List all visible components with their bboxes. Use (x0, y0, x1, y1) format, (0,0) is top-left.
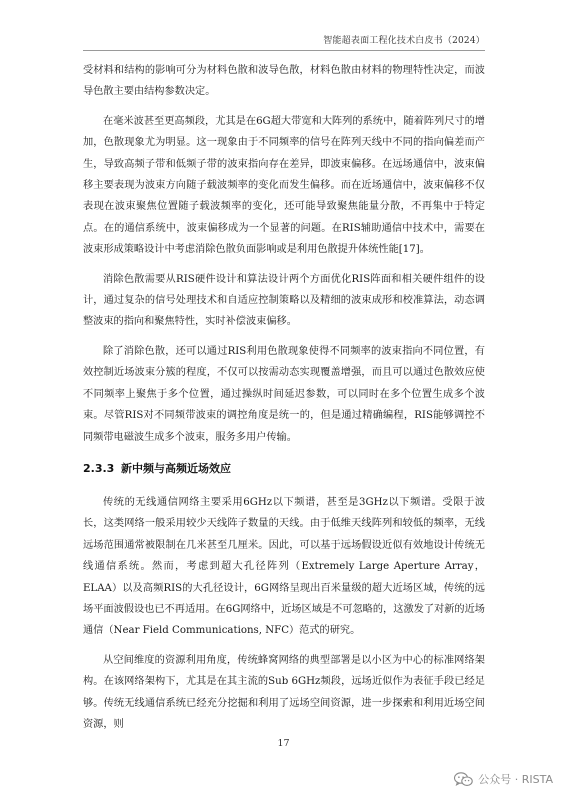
section-heading (83, 461, 485, 477)
watermark (454, 771, 553, 787)
watermark-text: 公众号 · RISTA (478, 773, 553, 786)
paragraph: 除了消除色散，还可以通过RIS利用色散现象使得不同频率的波束指向不同位置，有效控制近场波束分簇的程度，不仅可以按需动态实现覆盖增强，而且可以通过色散效应使不同频率上聚焦于多个位置，通过操纵时间延迟参数，可以同时在多个位置生成多个波束。尽管RIS对不同频带波束的调控角度是统一的，但是通过精确编程，RIS能够调控不同频带电磁波生成多个波束，服务多用户传输。 (83, 345, 485, 443)
paragraph: 在毫米波甚至更高频段，尤其是在6G超大带宽和大阵列的系统中，随着阵列尺寸的增加，色散现象尤为明显。这一现象由于不同频率的信号在阵列天线中不同的指向偏差而产生，导致高频子带和低频子带的波束指向存在差异，即波束偏移。在远场通信中，波束偏移主要表现为波束方向随子载波频率的变化而发生偏移。而在近场通信中，波束偏移不仅表现在波束聚焦位置随子载波频率的变化，还可能导致聚焦能量分散，不再集中于特定点。在的通信系统中，波束偏移成为一个显著的问题。在RIS辅助通信中技术中，需要在波束形成策略设计中考虑消除色散负面影响或是利用色散提升体统性能[17]。 (83, 115, 485, 256)
page-number: 17 (277, 738, 290, 749)
header-title: 智能超表面工程化技术白皮书（2024） (323, 36, 485, 46)
page-body (83, 60, 485, 743)
section-number: 2.3.3 (83, 461, 115, 475)
wechat-icon (454, 772, 473, 787)
header-divider (83, 50, 485, 51)
paragraph: 从空间维度的资源利用角度，传统蜂窝网络的典型部署是以小区为中心的标准网络架构。在该网络架构下，尤其是在其主流的Sub 6GHz频段，远场近似作为表征手段已经足够。传统无线通信系统已经充分挖掘和利用了远场空间资源，进一步探索和利用近场空间资源，则 (83, 654, 485, 730)
paragraph: 受材料和结构的影响可分为材料色散和波导色散，材料色散由材料的物理特性决定，而波导色散主要由结构参数决定。 (83, 65, 485, 98)
section-title: 新中频与高频近场效应 (121, 461, 231, 475)
paragraph: 消除色散需要从RIS硬件设计和算法设计两个方面优化RIS阵面和相关硬件组件的设计，通过复杂的信号处理技术和自适应控制策略以及精细的波束成形和校准算法，动态调整波束的指向和聚焦特性，实时补偿波束偏移。 (83, 273, 485, 328)
paragraph: 传统的无线通信网络主要采用6GHz以下频谱，甚至是3GHz以下频谱。受限于波长，这类网络一般采用较少天线阵子数量的天线。由于低维天线阵列和较低的频率，无线远场范围通常被限制在几米甚至几厘米。因此，可以基于远场假设近似有效地设计传统无线通信系统。然而，考虑到超大孔径阵列（Extremely Large Aperture Array，ELAA）以及高频RIS的大孔径设计，6G网络呈现出百米量级的超大近场区域，传统的远场平面波假设也已不再适用。在6G网络中，近场区域是不可忽略的，这激发了对新的近场通信（Near Field Communications, NFC）范式的研究。 (83, 496, 485, 637)
page-header (0, 0, 567, 50)
